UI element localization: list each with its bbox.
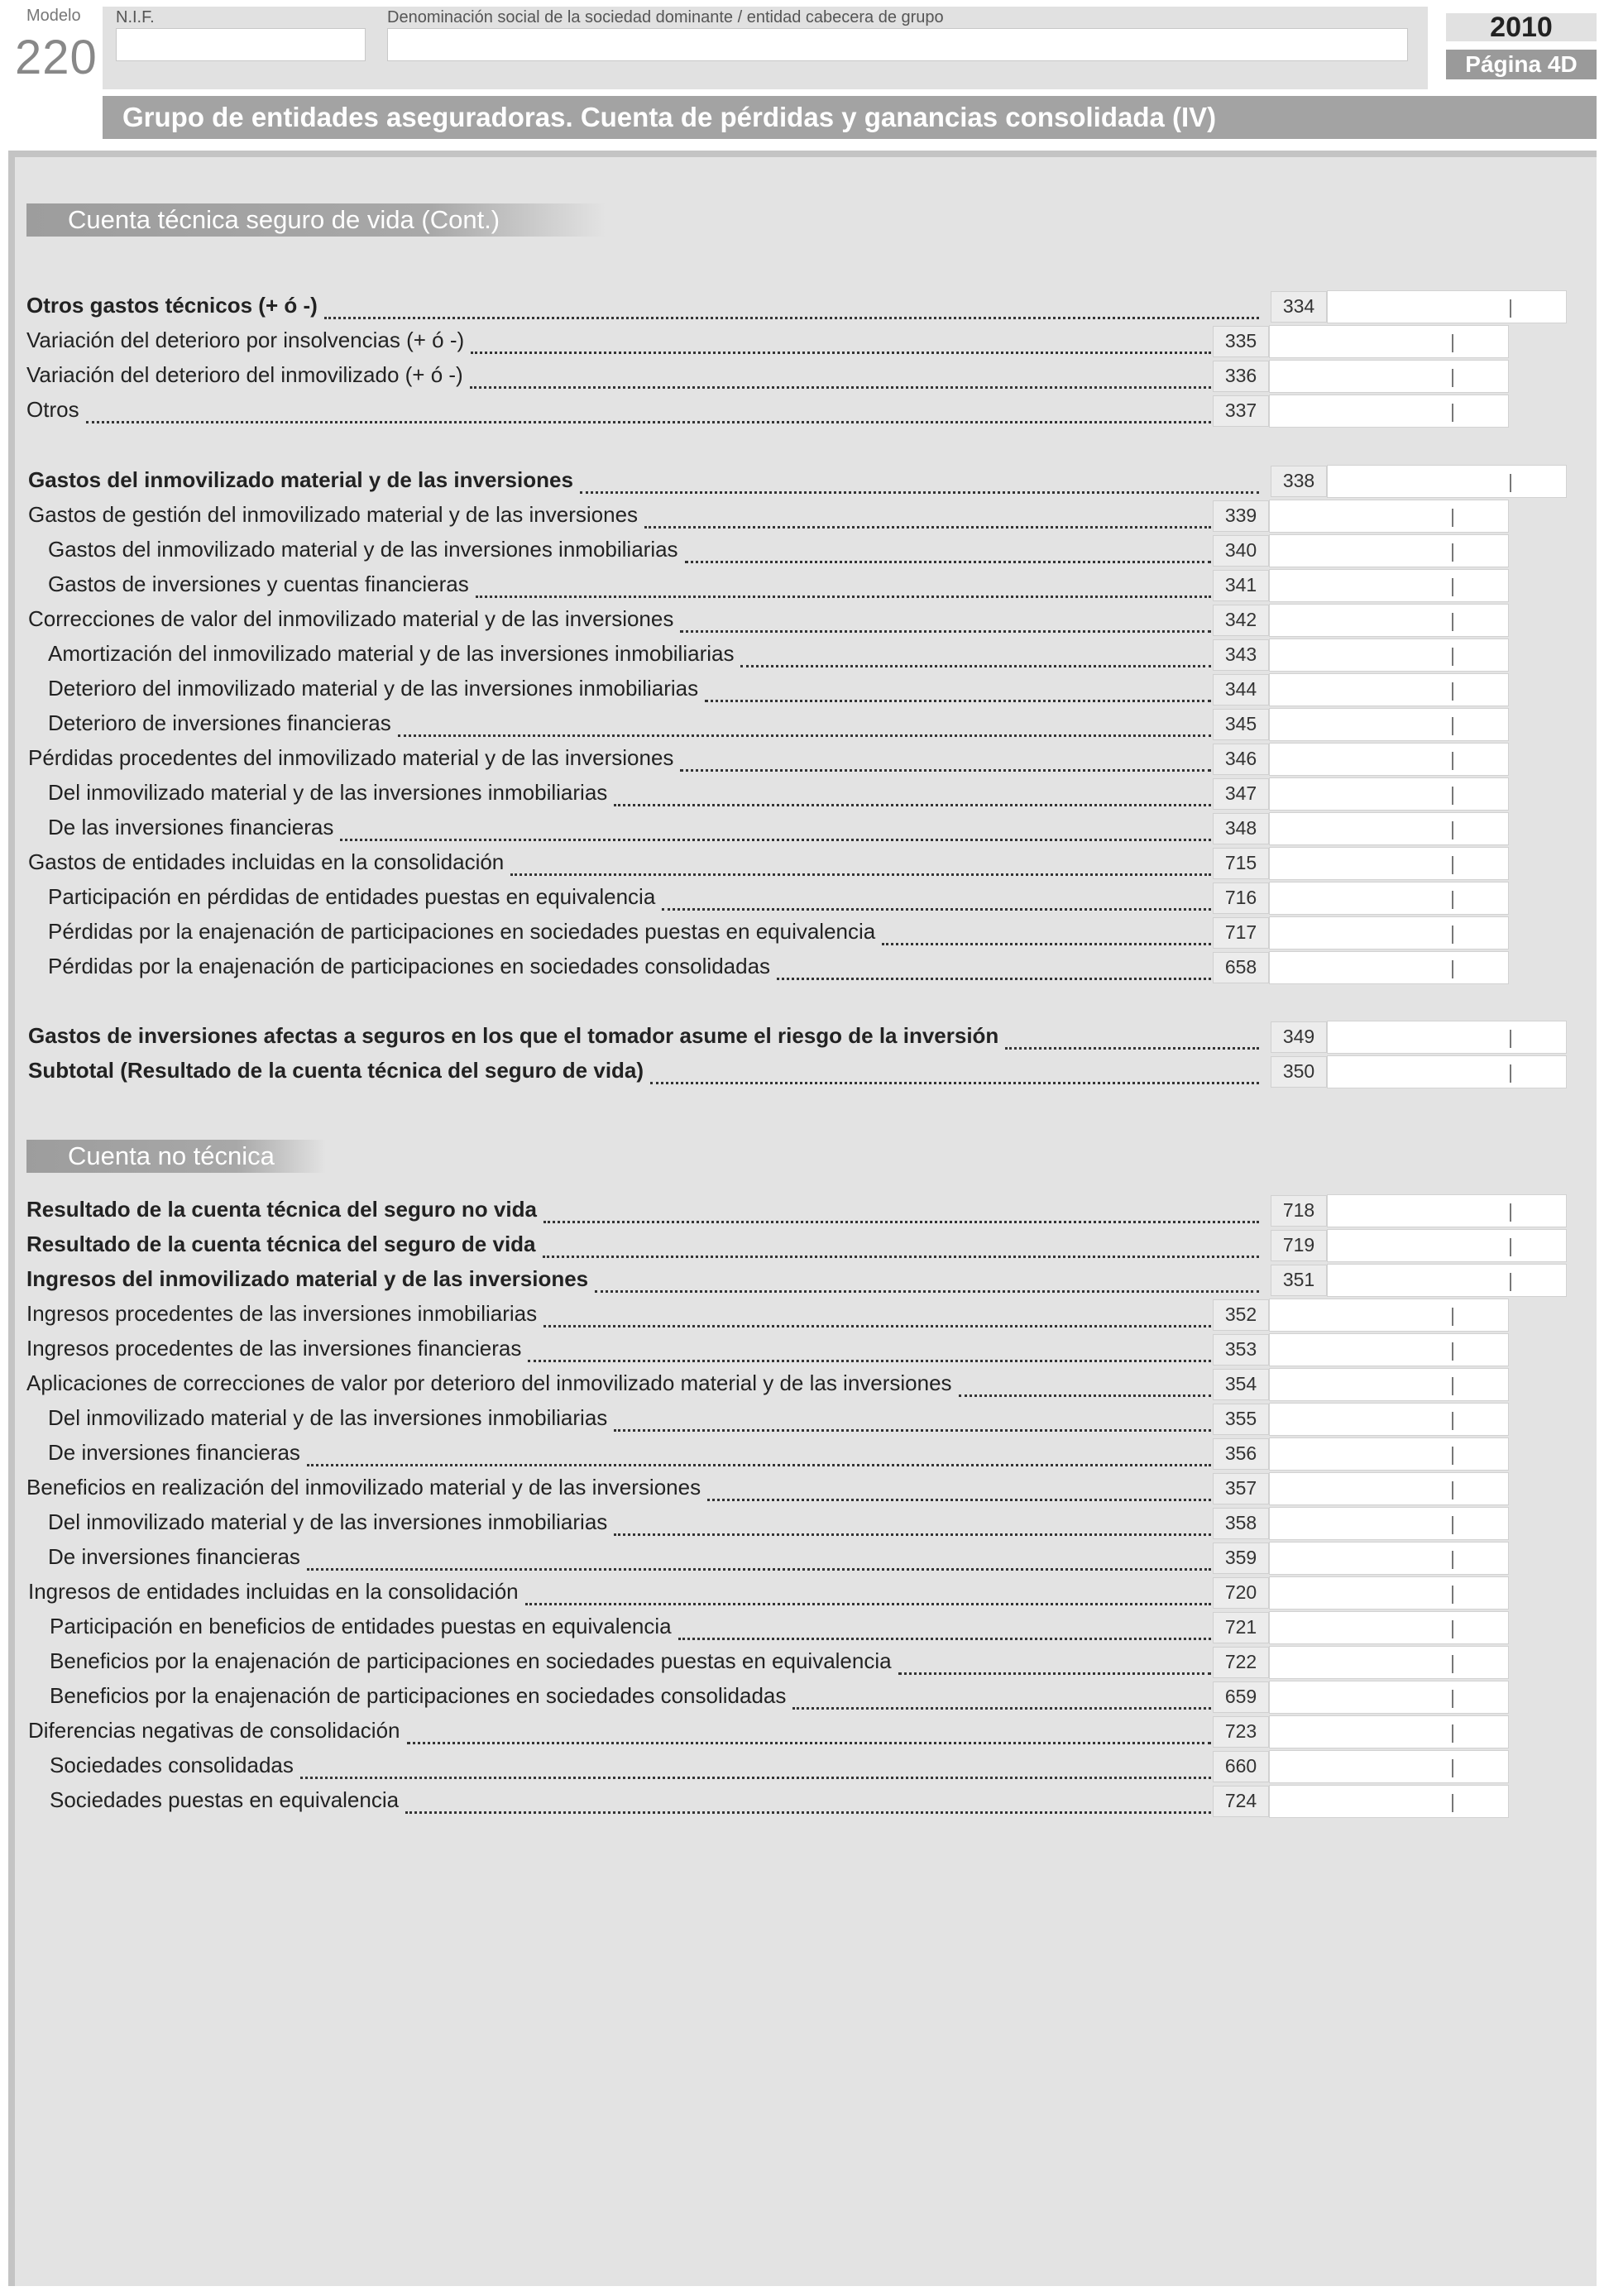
amount-field-356[interactable] (1269, 1437, 1509, 1471)
box-code-721: 721 (1213, 1612, 1269, 1643)
row-label-660: Sociedades consolidadas (50, 1753, 294, 1777)
row-label-658: Pérdidas por la enajenación de participaciones en sociedades consolidadas (48, 954, 771, 978)
row-label-337: Otros (26, 397, 79, 422)
box-code-352: 352 (1213, 1299, 1269, 1331)
decimal-separator (1510, 1030, 1511, 1048)
row-label-724: Sociedades puestas en equivalencia (50, 1787, 400, 1812)
row-label-717: Pérdidas por la enajenación de participaciones en sociedades puestas en equivalencia (48, 919, 876, 944)
box-code-718: 718 (1271, 1195, 1327, 1227)
box-code-336: 336 (1213, 361, 1269, 392)
row-label-347: Del inmovilizado material y de las inversiones inmobiliarias (48, 780, 608, 805)
year-label: 2010 (1446, 13, 1597, 41)
amount-field-658[interactable] (1269, 951, 1509, 984)
box-code-338: 338 (1271, 466, 1327, 497)
decimal-separator (1452, 787, 1453, 805)
row-leader-dots (307, 1566, 1211, 1571)
row-leader-dots (777, 975, 1211, 980)
row-label-720: Ingresos de entidades incluidas en la consolidación (28, 1579, 519, 1604)
row-leader-dots (705, 697, 1211, 702)
row-leader-dots (528, 1357, 1211, 1362)
decimal-separator (1452, 1690, 1453, 1708)
decimal-separator (1452, 1516, 1453, 1534)
box-code-659: 659 (1213, 1681, 1269, 1713)
box-code-354: 354 (1213, 1369, 1269, 1400)
row-label-358: Del inmovilizado material y de las inversiones inmobiliarias (48, 1509, 608, 1534)
amount-field-358[interactable] (1269, 1507, 1509, 1540)
amount-field-341[interactable] (1269, 569, 1509, 602)
row-leader-dots (86, 419, 1211, 423)
decimal-separator (1452, 543, 1453, 562)
decimal-separator (1452, 1447, 1453, 1465)
nif-label: N.I.F. (116, 8, 155, 26)
row-label-346: Pérdidas procedentes del inmovilizado material y de las inversiones (28, 745, 674, 770)
box-code-342: 342 (1213, 605, 1269, 636)
decimal-separator (1452, 1308, 1453, 1326)
box-code-355: 355 (1213, 1404, 1269, 1435)
row-leader-dots (614, 1427, 1211, 1432)
row-leader-dots (644, 524, 1211, 529)
row-label-723: Diferencias negativas de consolidación (28, 1718, 400, 1743)
decimal-separator (1452, 926, 1453, 944)
box-code-716: 716 (1213, 883, 1269, 914)
row-leader-dots (580, 489, 1259, 494)
amount-field-345[interactable] (1269, 708, 1509, 741)
box-code-357: 357 (1213, 1473, 1269, 1504)
box-code-722: 722 (1213, 1647, 1269, 1678)
decimal-separator (1510, 474, 1511, 492)
box-code-341: 341 (1213, 570, 1269, 601)
row-label-722: Beneficios por la enajenación de participaciones en sociedades puestas en equivalencia (50, 1648, 892, 1673)
amount-field-351[interactable] (1327, 1264, 1567, 1297)
row-label-353: Ingresos procedentes de las inversiones financieras (26, 1336, 522, 1361)
row-leader-dots (680, 767, 1211, 772)
row-label-343: Amortización del inmovilizado material y de las inversiones inmobiliarias (48, 641, 735, 666)
row-leader-dots (680, 628, 1211, 633)
modelo-label: Modelo (26, 7, 81, 25)
amount-field-719[interactable] (1327, 1229, 1567, 1262)
section-header-cuenta-tecnica-vida: Cuenta técnica seguro de vida (Cont.) (26, 203, 606, 237)
amount-field-347[interactable] (1269, 777, 1509, 811)
row-label-354: Aplicaciones de correcciones de valor por deterioro del inmovilizado material y de las inversiones (26, 1370, 952, 1395)
page-label: Página 4D (1446, 50, 1597, 79)
amount-field-722[interactable] (1269, 1646, 1509, 1679)
row-label-350: Subtotal (Resultado de la cuenta técnica del seguro de vida) (28, 1058, 644, 1083)
row-leader-dots (662, 906, 1211, 911)
row-label-339: Gastos de gestión del inmovilizado material y de las inversiones (28, 502, 639, 527)
decimal-separator (1510, 1238, 1511, 1256)
amount-field-334[interactable] (1327, 290, 1567, 323)
amount-field-659[interactable] (1269, 1681, 1509, 1714)
row-label-348: De las inversiones financieras (48, 815, 334, 839)
box-code-719: 719 (1271, 1230, 1327, 1261)
box-code-353: 353 (1213, 1334, 1269, 1366)
row-leader-dots (650, 1079, 1259, 1084)
decimal-separator (1510, 1203, 1511, 1222)
row-leader-dots (740, 662, 1211, 667)
amount-field-718[interactable] (1327, 1194, 1567, 1227)
denominacion-field[interactable] (387, 28, 1408, 61)
amount-field-336[interactable] (1269, 360, 1509, 393)
box-code-359: 359 (1213, 1543, 1269, 1574)
amount-field-357[interactable] (1269, 1472, 1509, 1505)
amount-field-344[interactable] (1269, 673, 1509, 706)
modelo-number: 220 (15, 31, 98, 84)
amount-field-720[interactable] (1269, 1576, 1509, 1610)
amount-field-359[interactable] (1269, 1542, 1509, 1575)
row-label-355: Del inmovilizado material y de las inversiones inmobiliarias (48, 1405, 608, 1430)
row-label-334: Otros gastos técnicos (+ ó -) (26, 293, 318, 318)
amount-field-723[interactable] (1269, 1715, 1509, 1748)
box-code-358: 358 (1213, 1508, 1269, 1539)
decimal-separator (1452, 821, 1453, 839)
amount-field-349[interactable] (1327, 1021, 1567, 1054)
box-code-346: 346 (1213, 744, 1269, 775)
amount-field-339[interactable] (1269, 500, 1509, 533)
decimal-separator (1452, 1586, 1453, 1604)
amount-field-724[interactable] (1269, 1785, 1509, 1818)
row-leader-dots (543, 1218, 1259, 1223)
box-code-347: 347 (1213, 778, 1269, 810)
amount-field-716[interactable] (1269, 882, 1509, 915)
decimal-separator (1452, 1481, 1453, 1500)
row-label-352: Ingresos procedentes de las inversiones inmobiliarias (26, 1301, 538, 1326)
box-code-350: 350 (1271, 1056, 1327, 1088)
row-leader-dots (595, 1288, 1259, 1293)
row-leader-dots (470, 384, 1211, 389)
row-leader-dots (476, 593, 1211, 598)
row-leader-dots (959, 1392, 1211, 1397)
amount-field-354[interactable] (1269, 1368, 1509, 1401)
decimal-separator (1452, 404, 1453, 422)
row-label-341: Gastos de inversiones y cuentas financieras (48, 572, 469, 596)
amount-field-348[interactable] (1269, 812, 1509, 845)
row-leader-dots (685, 558, 1211, 563)
row-label-356: De inversiones financieras (48, 1440, 300, 1465)
row-leader-dots (300, 1774, 1211, 1779)
box-code-349: 349 (1271, 1021, 1327, 1053)
box-code-717: 717 (1213, 917, 1269, 949)
decimal-separator (1452, 1724, 1453, 1743)
row-label-345: Deterioro de inversiones financieras (48, 710, 391, 735)
box-code-340: 340 (1213, 535, 1269, 567)
row-label-359: De inversiones financieras (48, 1544, 300, 1569)
decimal-separator (1452, 334, 1453, 352)
box-code-339: 339 (1213, 500, 1269, 532)
row-leader-dots (324, 314, 1259, 319)
amount-field-342[interactable] (1269, 604, 1509, 637)
row-leader-dots (340, 836, 1211, 841)
amount-field-346[interactable] (1269, 743, 1509, 776)
amount-field-335[interactable] (1269, 325, 1509, 358)
decimal-separator (1452, 648, 1453, 666)
row-label-716: Participación en pérdidas de entidades puestas en equivalencia (48, 884, 656, 909)
box-code-724: 724 (1213, 1786, 1269, 1817)
amount-field-352[interactable] (1269, 1299, 1509, 1332)
row-leader-dots (407, 1739, 1211, 1744)
box-code-351: 351 (1271, 1265, 1327, 1296)
row-leader-dots (398, 732, 1211, 737)
decimal-separator (1510, 1064, 1511, 1083)
decimal-separator (1510, 1273, 1511, 1291)
row-leader-dots (707, 1496, 1211, 1501)
row-leader-dots (405, 1809, 1211, 1814)
row-label-351: Ingresos del inmovilizado material y de las inversiones (26, 1266, 589, 1291)
row-leader-dots (614, 1531, 1211, 1536)
amount-field-715[interactable] (1269, 847, 1509, 880)
box-code-334: 334 (1271, 291, 1327, 323)
decimal-separator (1452, 682, 1453, 701)
box-code-658: 658 (1213, 952, 1269, 983)
row-label-719: Resultado de la cuenta técnica del seguro de vida (26, 1232, 536, 1256)
row-leader-dots (882, 940, 1211, 945)
box-code-348: 348 (1213, 813, 1269, 844)
decimal-separator (1452, 1794, 1453, 1812)
row-label-721: Participación en beneficios de entidades puestas en equivalencia (50, 1614, 672, 1638)
box-code-356: 356 (1213, 1438, 1269, 1470)
decimal-separator (1452, 717, 1453, 735)
row-leader-dots (792, 1705, 1211, 1710)
decimal-separator (1452, 1412, 1453, 1430)
amount-field-338[interactable] (1327, 465, 1567, 498)
row-leader-dots (510, 871, 1211, 876)
page-title: Grupo de entidades aseguradoras. Cuenta de pérdidas y ganancias consolidada (IV) (103, 96, 1597, 139)
decimal-separator (1452, 856, 1453, 874)
row-label-335: Variación del deterioro por insolvencias (+ ó -) (26, 328, 465, 352)
row-label-659: Beneficios por la enajenación de participaciones en sociedades consolidadas (50, 1683, 787, 1708)
decimal-separator (1452, 613, 1453, 631)
box-code-344: 344 (1213, 674, 1269, 706)
row-leader-dots (678, 1635, 1211, 1640)
row-leader-dots (471, 349, 1211, 354)
row-leader-dots (543, 1323, 1211, 1327)
row-leader-dots (307, 1461, 1211, 1466)
section-header-cuenta-no-tecnica: Cuenta no técnica (26, 1140, 326, 1173)
decimal-separator (1452, 578, 1453, 596)
row-label-338: Gastos del inmovilizado material y de las inversiones (28, 467, 573, 492)
row-leader-dots (543, 1253, 1259, 1258)
row-leader-dots (898, 1670, 1211, 1675)
denominacion-label: Denominación social de la sociedad dominante / entidad cabecera de grupo (387, 8, 944, 26)
decimal-separator (1452, 891, 1453, 909)
row-label-342: Correcciones de valor del inmovilizado material y de las inversiones (28, 606, 674, 631)
row-label-344: Deterioro del inmovilizado material y de las inversiones inmobiliarias (48, 676, 699, 701)
box-code-335: 335 (1213, 326, 1269, 357)
box-code-723: 723 (1213, 1716, 1269, 1748)
amount-field-717[interactable] (1269, 916, 1509, 949)
row-label-718: Resultado de la cuenta técnica del seguro no vida (26, 1197, 537, 1222)
decimal-separator (1452, 1620, 1453, 1638)
amount-field-350[interactable] (1327, 1055, 1567, 1088)
amount-field-340[interactable] (1269, 534, 1509, 567)
amount-field-660[interactable] (1269, 1750, 1509, 1783)
decimal-separator (1452, 752, 1453, 770)
row-leader-dots (614, 801, 1211, 806)
row-label-357: Beneficios en realización del inmovilizado material y de las inversiones (26, 1475, 701, 1500)
row-label-715: Gastos de entidades incluidas en la consolidación (28, 849, 505, 874)
amount-field-343[interactable] (1269, 639, 1509, 672)
row-leader-dots (1005, 1045, 1259, 1050)
row-leader-dots (525, 1600, 1211, 1605)
decimal-separator (1510, 299, 1511, 318)
row-label-340: Gastos del inmovilizado material y de las inversiones inmobiliarias (48, 537, 678, 562)
box-code-343: 343 (1213, 639, 1269, 671)
amount-field-337[interactable] (1269, 395, 1509, 428)
decimal-separator (1452, 1551, 1453, 1569)
nif-field[interactable] (116, 28, 366, 61)
amount-field-353[interactable] (1269, 1333, 1509, 1366)
decimal-separator (1452, 960, 1453, 978)
box-code-337: 337 (1213, 395, 1269, 427)
row-label-349: Gastos de inversiones afectas a seguros en los que el tomador asume el riesgo de la inversión (28, 1023, 999, 1048)
decimal-separator (1452, 1759, 1453, 1777)
decimal-separator (1452, 509, 1453, 527)
box-code-715: 715 (1213, 848, 1269, 879)
decimal-separator (1452, 1655, 1453, 1673)
box-code-720: 720 (1213, 1577, 1269, 1609)
row-label-336: Variación del deterioro del inmovilizado (+ ó -) (26, 362, 463, 387)
decimal-separator (1452, 369, 1453, 387)
decimal-separator (1452, 1342, 1453, 1361)
amount-field-355[interactable] (1269, 1403, 1509, 1436)
box-code-660: 660 (1213, 1751, 1269, 1782)
amount-field-721[interactable] (1269, 1611, 1509, 1644)
decimal-separator (1452, 1377, 1453, 1395)
box-code-345: 345 (1213, 709, 1269, 740)
